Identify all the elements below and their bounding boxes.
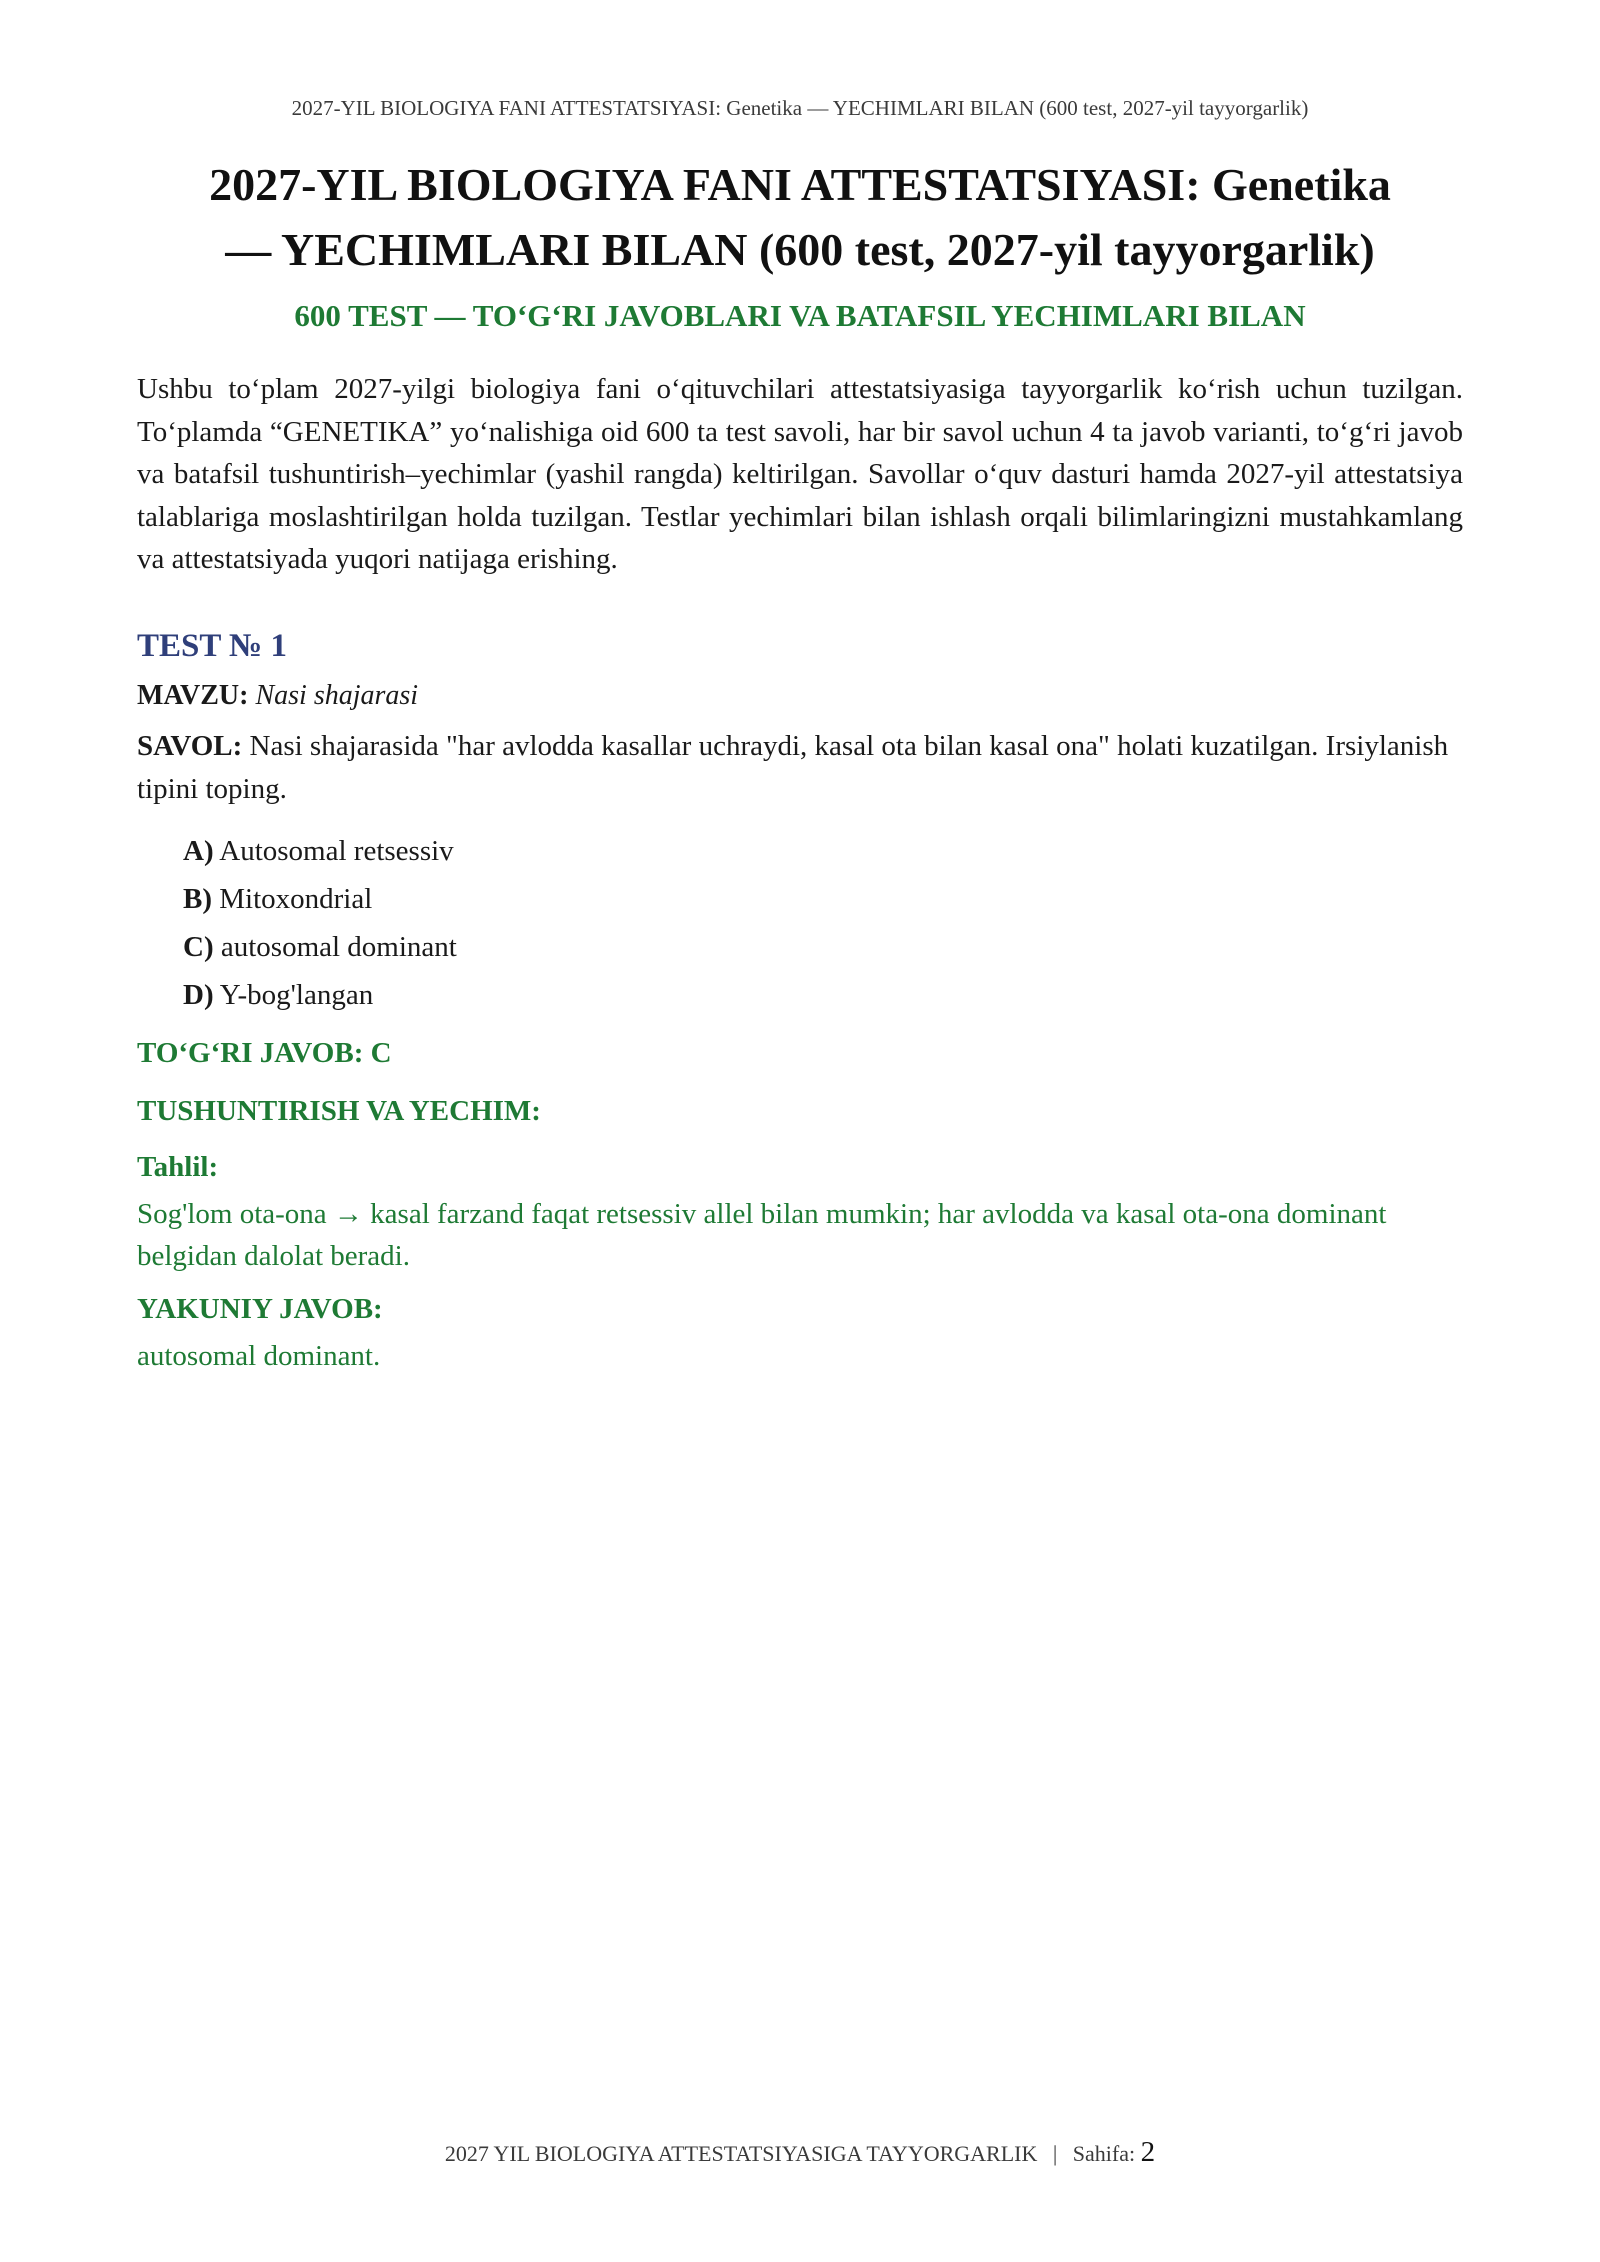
page-content: [137, 152, 1463, 1377]
document-title: [137, 152, 1463, 282]
topic-label: MAVZU:: [137, 679, 249, 711]
final-answer-label: YAKUNIY JAVOB:: [137, 1292, 383, 1325]
footer-text: 2027 YIL BIOLOGIYA ATTESTATSIYASIGA TAYYORGARLIK: [444, 2141, 1038, 2166]
option-letter: D): [183, 978, 214, 1011]
option-d: [183, 971, 1463, 1019]
document-title-line1: 2027-YIL BIOLOGIYA FANI ATTESTATSIYASI: Genetika: [209, 159, 1391, 210]
option-text: Autosomal retsessiv: [219, 834, 454, 867]
intro-paragraph: Ushbu to‘plam 2027-yilgi biologiya fani o‘qituvchilari attestatsiyasiga tayyorgarlik ko‘rish uchun tuzilgan. To‘plamda “GENETIKA” yo‘nalishiga oid 600 ta test savoli, har bir savol uchun 4 ta javob varianti, to‘g‘ri javob va batafsil tushuntirish–yechimlar (yashil rangda) keltirilgan. Savollar o‘quv dasturi hamda 2027-yil attestatsiya talablariga moslashtirilgan holda tuzilgan. Testlar yechimlari bilan ishlash orqali bilimlaringizni mustahkamlang va attestatsiyada yuqori natijaga erishing.: [137, 373, 1463, 575]
topic-value: Nasi shajarasi: [255, 679, 419, 711]
test-question: [137, 725, 1463, 811]
test-number-heading: TEST № 1: [137, 627, 287, 664]
page-footer: [0, 2136, 1600, 2169]
page-number: 2: [1140, 2136, 1156, 2168]
page-label: Sahifa:: [1072, 2141, 1136, 2166]
question-text: Nasi shajarasida "har avlodda kasallar uchraydi, kasal ota bilan kasal ona" holati kuzatilgan. Irsiylanish tipini toping.: [137, 729, 1449, 805]
explanation-heading: TUSHUNTIRISH VA YECHIM:: [137, 1094, 541, 1127]
running-header: 2027-YIL BIOLOGIYA FANI ATTESTATSIYASI: Genetika — YECHIMLARI BILAN (600 test, 2027-yil tayyorgarlik): [291, 96, 1309, 120]
option-text: Mitoxondrial: [219, 882, 373, 915]
option-text: Y-bog'langan: [219, 978, 374, 1011]
answer-options: [183, 827, 1463, 1019]
footer-separator: |: [1052, 2141, 1058, 2166]
option-letter: B): [183, 882, 212, 915]
question-label: SAVOL:: [137, 729, 243, 762]
test-topic: [137, 677, 1463, 715]
document-subtitle: 600 TEST — TO‘G‘RI JAVOBLARI VA BATAFSIL YECHIMLARI BILAN: [294, 298, 1306, 333]
option-a: [183, 827, 1463, 875]
option-b: [183, 875, 1463, 923]
option-text: autosomal dominant: [220, 930, 457, 963]
analysis-text: Sog'lom ota-ona → kasal farzand faqat retsessiv allel bilan mumkin; har avlodda va kasal ota-ona dominant belgidan dalolat beradi.: [137, 1197, 1387, 1272]
analysis-label: Tahlil:: [137, 1150, 219, 1183]
option-c: [183, 923, 1463, 971]
option-letter: A): [183, 834, 214, 867]
correct-answer: TO‘G‘RI JAVOB: C: [137, 1036, 392, 1069]
option-letter: C): [183, 930, 214, 963]
final-answer-text: autosomal dominant.: [137, 1339, 381, 1372]
document-title-line2: — YECHIMLARI BILAN (600 test, 2027-yil tayyorgarlik): [225, 224, 1375, 275]
